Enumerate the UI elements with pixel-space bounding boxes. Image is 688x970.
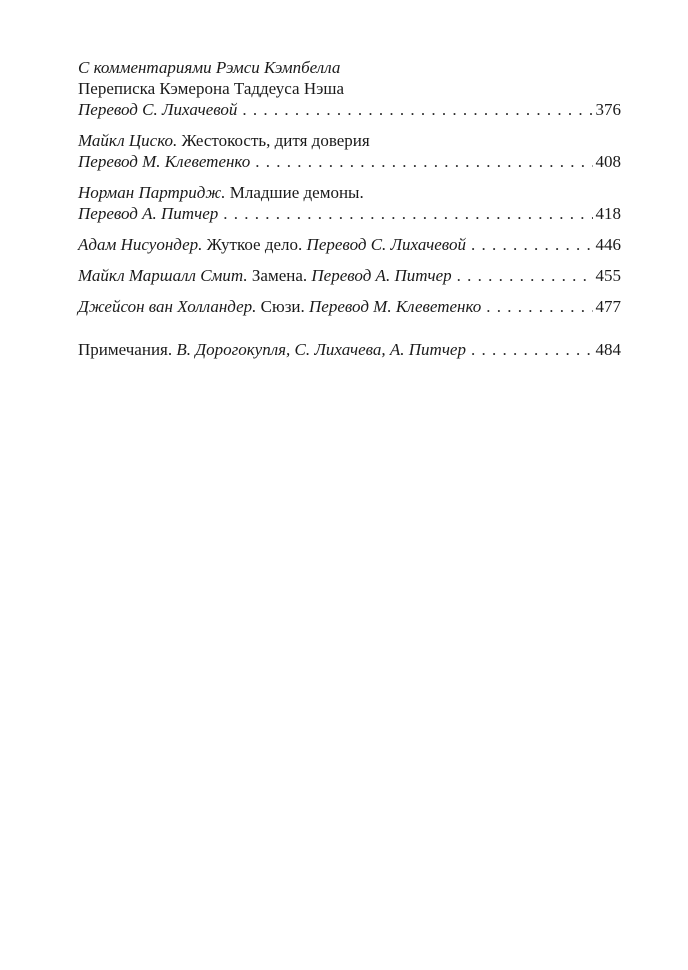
entry-title: Младшие демоны. xyxy=(229,183,364,202)
entry-translation: Перевод А. Питчер xyxy=(311,266,452,285)
entry-translation: Перевод М. Клеветенко xyxy=(78,152,251,171)
entry-title: Жуткое дело. xyxy=(206,235,303,254)
toc-line xyxy=(78,130,621,151)
entry-translation: Перевод М. Клеветенко xyxy=(309,297,482,316)
entry-translation: Перевод А. Питчер xyxy=(78,204,219,223)
entry-title: Замена. xyxy=(251,266,308,285)
page-number: 455 xyxy=(595,266,621,285)
toc-line xyxy=(78,57,621,78)
page-number: 376 xyxy=(595,100,621,119)
table-of-contents xyxy=(78,57,621,370)
dot-leader xyxy=(471,339,593,360)
dot-leader xyxy=(242,99,592,120)
dot-leader xyxy=(471,234,593,255)
page-number: 484 xyxy=(595,340,621,359)
toc-line xyxy=(78,234,621,255)
page-number: 408 xyxy=(595,152,621,171)
entry-author: Майкл Циско. xyxy=(78,131,178,150)
dot-leader xyxy=(255,151,592,172)
toc-entry-niswander xyxy=(78,234,621,255)
entry-author: Адам Нисуондер. xyxy=(78,235,203,254)
entry-author: Майкл Маршалл Смит. xyxy=(78,266,248,285)
toc-entry-partridge xyxy=(78,182,621,224)
page-number: 477 xyxy=(595,297,621,316)
toc-entry-van-hollander xyxy=(78,296,621,317)
toc-entry-notes xyxy=(78,339,621,360)
toc-line xyxy=(78,339,621,360)
toc-line xyxy=(78,99,621,120)
toc-line xyxy=(78,151,621,172)
entry-author: Норман Партридж. xyxy=(78,183,226,202)
entry-title: Примечания. xyxy=(78,340,173,359)
entry-translation: Перевод С. Лихачевой xyxy=(78,100,238,119)
toc-entry-cisco xyxy=(78,130,621,172)
entry-title: Сюзи. xyxy=(260,297,305,316)
toc-line xyxy=(78,296,621,317)
toc-entry-nash xyxy=(78,57,621,120)
dot-leader xyxy=(486,296,592,317)
entry-title: Жестокость, дитя доверия xyxy=(181,131,370,150)
dot-leader xyxy=(223,203,592,224)
toc-entry-smith xyxy=(78,265,621,286)
entry-title: Переписка Кэмерона Таддеуса Нэша xyxy=(78,79,345,98)
toc-line xyxy=(78,265,621,286)
entry-translation: Перевод С. Лихачевой xyxy=(306,235,466,254)
entry-author: Джейсон ван Холландер. xyxy=(78,297,257,316)
toc-line xyxy=(78,78,621,99)
page-number: 418 xyxy=(595,204,621,223)
dot-leader xyxy=(457,265,593,286)
toc-line xyxy=(78,203,621,224)
toc-line xyxy=(78,182,621,203)
entry-translation: В. Дорогокупля, С. Лихачева, А. Питчер xyxy=(176,340,466,359)
entry-author: С комментариями Рэмси Кэмпбелла xyxy=(78,58,341,77)
page-number: 446 xyxy=(595,235,621,254)
